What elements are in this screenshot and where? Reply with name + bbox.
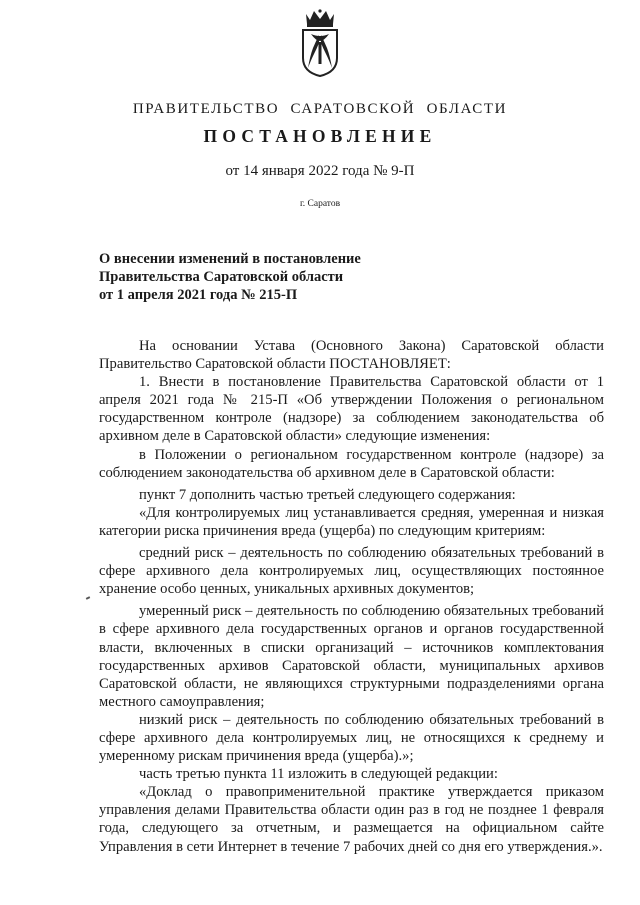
document-city: г. Саратов — [299, 199, 341, 209]
body-paragraph: в Положении о региональном государственном контроле (надзоре) за соблюдением законодательства об архивном деле в Саратовской области: — [99, 446, 604, 481]
subject-line: от 1 апреля 2021 года № 215-П — [99, 287, 298, 303]
body-paragraph: часть третью пункта 11 изложить в следующей редакции: — [139, 766, 498, 783]
subject-line: О внесении изменений в постановление — [99, 251, 361, 267]
body-paragraph: «Доклад о правоприменительной практике утверждается приказом управления делами Правительства области один раз в год не позднее 1 февраля года, следующего за отчетным, и размещается на официальном сайте Управления в сети Интернет в течение 7 рабочих дней со дня его утверждения.». — [99, 784, 604, 855]
document-type: ПОСТАНОВЛЕНИЕ — [203, 126, 437, 146]
document-date-number: от 14 января 2022 года № 9-П — [225, 163, 415, 179]
document-body — [99, 337, 604, 856]
body-paragraph: «Для контролируемых лиц устанавливается средняя, умеренная и низкая категории риска причинения вреда (ущерба) по следующим критериям: — [99, 504, 604, 539]
body-paragraph: пункт 7 дополнить частью третьей следующего содержания: — [139, 486, 516, 503]
margin-mark — [86, 596, 90, 600]
body-paragraph: умеренный риск – деятельность по соблюдению обязательных требований в сфере архивного дела государственных органов и органов государственной власти, включенных в списки организаций – источников комплектования государственных архивов Саратовской области, муниципальных архивов Саратовской области, не являющихся структурными подразделениями органа местного самоуправления; — [99, 603, 604, 710]
body-paragraph: На основании Устава (Основного Закона) Саратовской области Правительство Саратовской области ПОСТАНОВЛЯЕТ: — [99, 338, 604, 373]
body-paragraph: средний риск – деятельность по соблюдению обязательных требований в сфере архивного дела контролируемых лиц, осуществляющих постоянное хранение особо ценных, уникальных архивных документов; — [99, 545, 604, 598]
government-name: ПРАВИТЕЛЬСТВО САРАТОВСКОЙ ОБЛАСТИ — [132, 101, 508, 117]
body-paragraph: низкий риск – деятельность по соблюдению обязательных требований в сфере архивного дела контролируемых лиц, не относящихся к среднему и умеренному рискам причинения вреда (ущерба).»; — [99, 711, 604, 765]
body-paragraph: 1. Внести в постановление Правительства Саратовской области от 1 апреля 2021 года № 215-П «Об утверждении Положения о региональном государственном контроле (надзоре) за соблюдением законодательства об архивном деле в Саратовской области» следующие изменения: — [99, 374, 604, 445]
document-subject — [99, 250, 429, 304]
subject-line: Правительства Саратовской области — [99, 269, 344, 285]
saratov-coat-of-arms-icon — [298, 8, 342, 78]
